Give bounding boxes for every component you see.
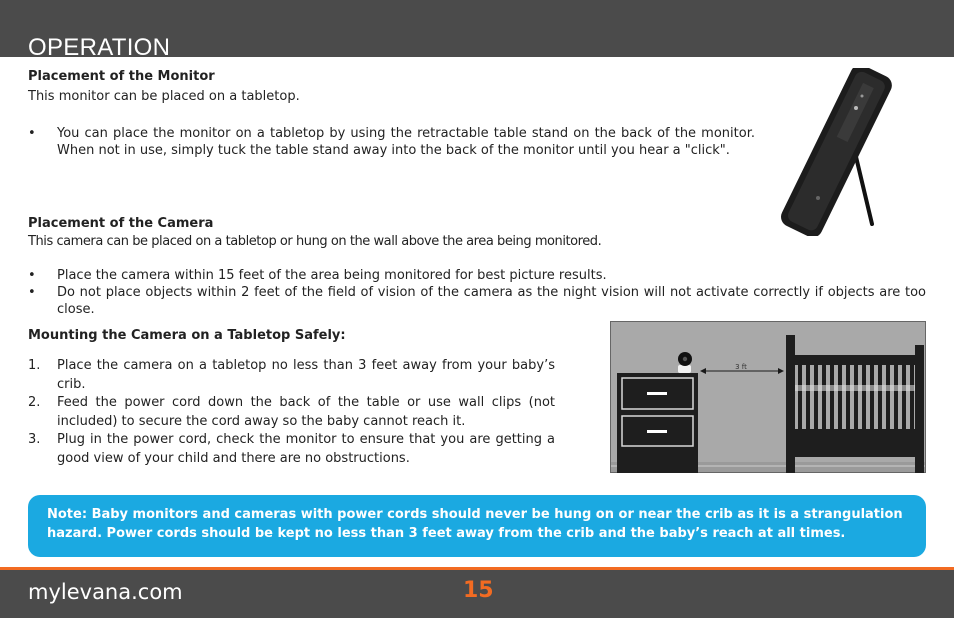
list-item: • You can place the monitor on a tabletop by using the retractable table stand on the back of the monitor. When not in use, simply tuck the table stand away into the back of the monitor until you hear a "click". — [28, 125, 755, 159]
camera-section-title: Placement of the Camera — [28, 216, 214, 231]
page-footer — [0, 570, 954, 618]
page-number: 15 — [463, 578, 494, 603]
nightstand — [617, 373, 698, 473]
monitor-illustration — [770, 68, 895, 236]
list-item — [28, 394, 555, 431]
camera-bullet-list — [28, 267, 926, 318]
list-item — [28, 431, 555, 468]
mounting-steps-list — [28, 357, 555, 468]
list-item: • Place the camera within 15 feet of the area being monitored for best picture results. — [28, 267, 926, 284]
list-item: • Do not place objects within 2 feet of the field of vision of the camera as the night vision will not activate correctly if objects are too close. — [28, 284, 926, 318]
monitor-section-title: Placement of the Monitor — [28, 69, 215, 84]
monitor-bullet-list — [28, 125, 755, 159]
page-header — [0, 0, 954, 61]
step-number: 1. — [28, 358, 41, 373]
crib — [786, 335, 924, 473]
website-link[interactable]: mylevana.com — [28, 580, 183, 604]
list-item — [28, 357, 555, 394]
distance-label: 3 ft — [735, 363, 747, 371]
step-text: Plug in the power cord, check the monitor to ensure that you are getting a good view of your child and there are no obstructions. — [57, 432, 555, 466]
step-text: Feed the power cord down the back of the table or use wall clips (not included) to secure the cord away so the baby cannot reach it. — [57, 395, 555, 429]
step-number: 2. — [28, 395, 41, 410]
monitor-intro: This monitor can be placed on a tabletop. — [28, 89, 300, 104]
page-title: OPERATION — [28, 34, 171, 61]
mounting-section-title: Mounting the Camera on a Tabletop Safely: — [28, 328, 346, 343]
crib-distance-illustration — [610, 321, 926, 473]
step-text: Place the camera on a tabletop no less than 3 feet away from your baby’s crib. — [57, 358, 555, 392]
step-number: 3. — [28, 432, 41, 447]
camera-intro: This camera can be placed on a tabletop or hung on the wall above the area being monitored. — [28, 234, 602, 249]
warning-note: Note: Baby monitors and cameras with power cords should never be hung on or near the crib as it is a strangulation hazard. Power cords should be kept no less than 3 feet away from the crib and the baby’s reach at all times. — [28, 495, 926, 557]
camera-icon — [678, 352, 692, 373]
